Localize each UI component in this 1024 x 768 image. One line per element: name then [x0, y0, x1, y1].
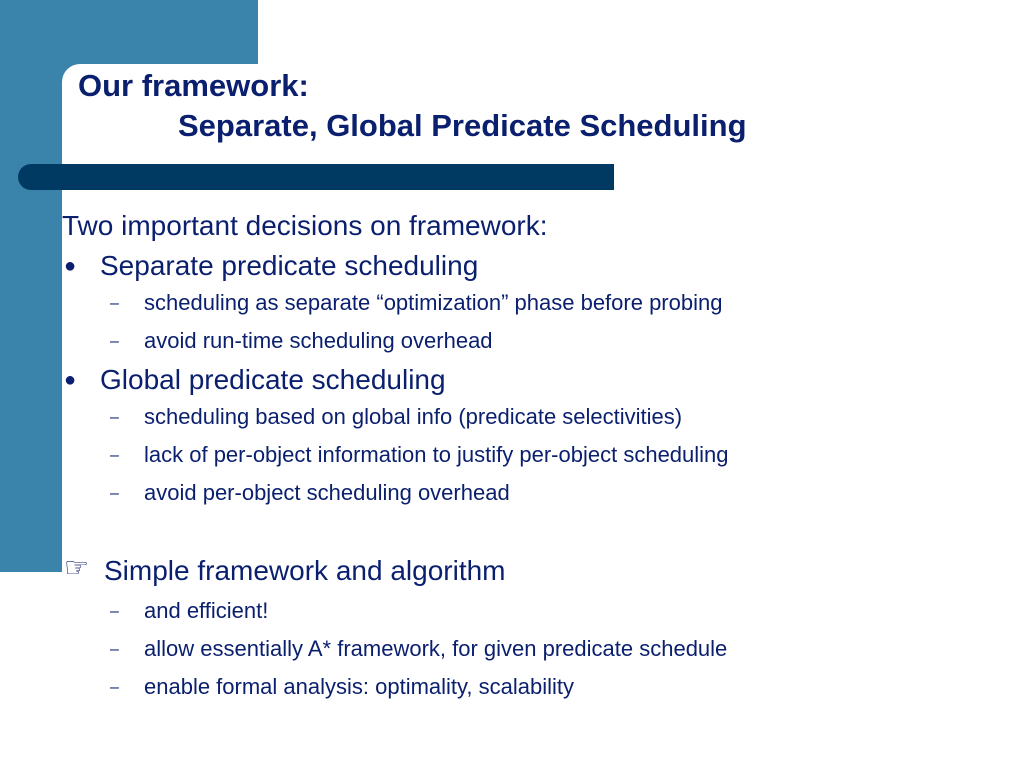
sub-bullet-item — [62, 322, 1012, 360]
sub-bullet-item — [62, 398, 1012, 436]
bullet-dot-icon: ● — [64, 255, 77, 277]
bullet-text: Separate predicate scheduling — [100, 250, 479, 281]
sub-bullet-text: and efficient! — [144, 598, 269, 623]
conclusion-text: Simple framework and algorithm — [104, 555, 506, 586]
bullet-dot-icon: ● — [64, 369, 77, 391]
dash-icon: – — [110, 447, 119, 464]
sub-bullet-item — [62, 630, 1012, 668]
sub-bullet-text: lack of per-object information to justify per-object scheduling — [144, 442, 729, 467]
dash-icon: – — [110, 333, 119, 350]
sub-bullet-item — [62, 474, 1012, 512]
dash-icon: – — [110, 603, 119, 620]
title-line-1: Our framework: — [78, 68, 309, 103]
bullet-item — [62, 362, 1012, 398]
slide-title — [78, 66, 747, 146]
sub-bullet-text: enable formal analysis: optimality, scalability — [144, 674, 574, 699]
sub-bullet-item — [62, 592, 1012, 630]
pointing-hand-icon: ☞ — [64, 552, 90, 583]
dash-icon: – — [110, 409, 119, 426]
sub-bullet-text: avoid run-time scheduling overhead — [144, 328, 493, 353]
sub-bullet-text: scheduling as separate “optimization” phase before probing — [144, 290, 723, 315]
sub-bullet-text: scheduling based on global info (predicate selectivities) — [144, 404, 683, 429]
spacer — [62, 512, 1012, 550]
sub-bullet-item — [62, 436, 1012, 474]
slide-body — [62, 206, 1012, 706]
sub-bullet-text: avoid per-object scheduling overhead — [144, 480, 510, 505]
bullet-item — [62, 248, 1012, 284]
sub-bullet-item — [62, 668, 1012, 706]
bullet-text: Global predicate scheduling — [100, 364, 446, 395]
sub-bullet-text: allow essentially A* framework, for given predicate schedule — [144, 636, 728, 661]
title-line-2: Separate, Global Predicate Scheduling — [178, 108, 747, 143]
dash-icon: – — [110, 295, 119, 312]
dash-icon: – — [110, 641, 119, 658]
conclusion-item — [62, 550, 1012, 592]
dash-icon: – — [110, 485, 119, 502]
sub-bullet-item — [62, 284, 1012, 322]
intro-text: Two important decisions on framework: — [62, 210, 548, 241]
dash-icon: – — [110, 679, 119, 696]
title-underline-bar — [18, 164, 614, 190]
